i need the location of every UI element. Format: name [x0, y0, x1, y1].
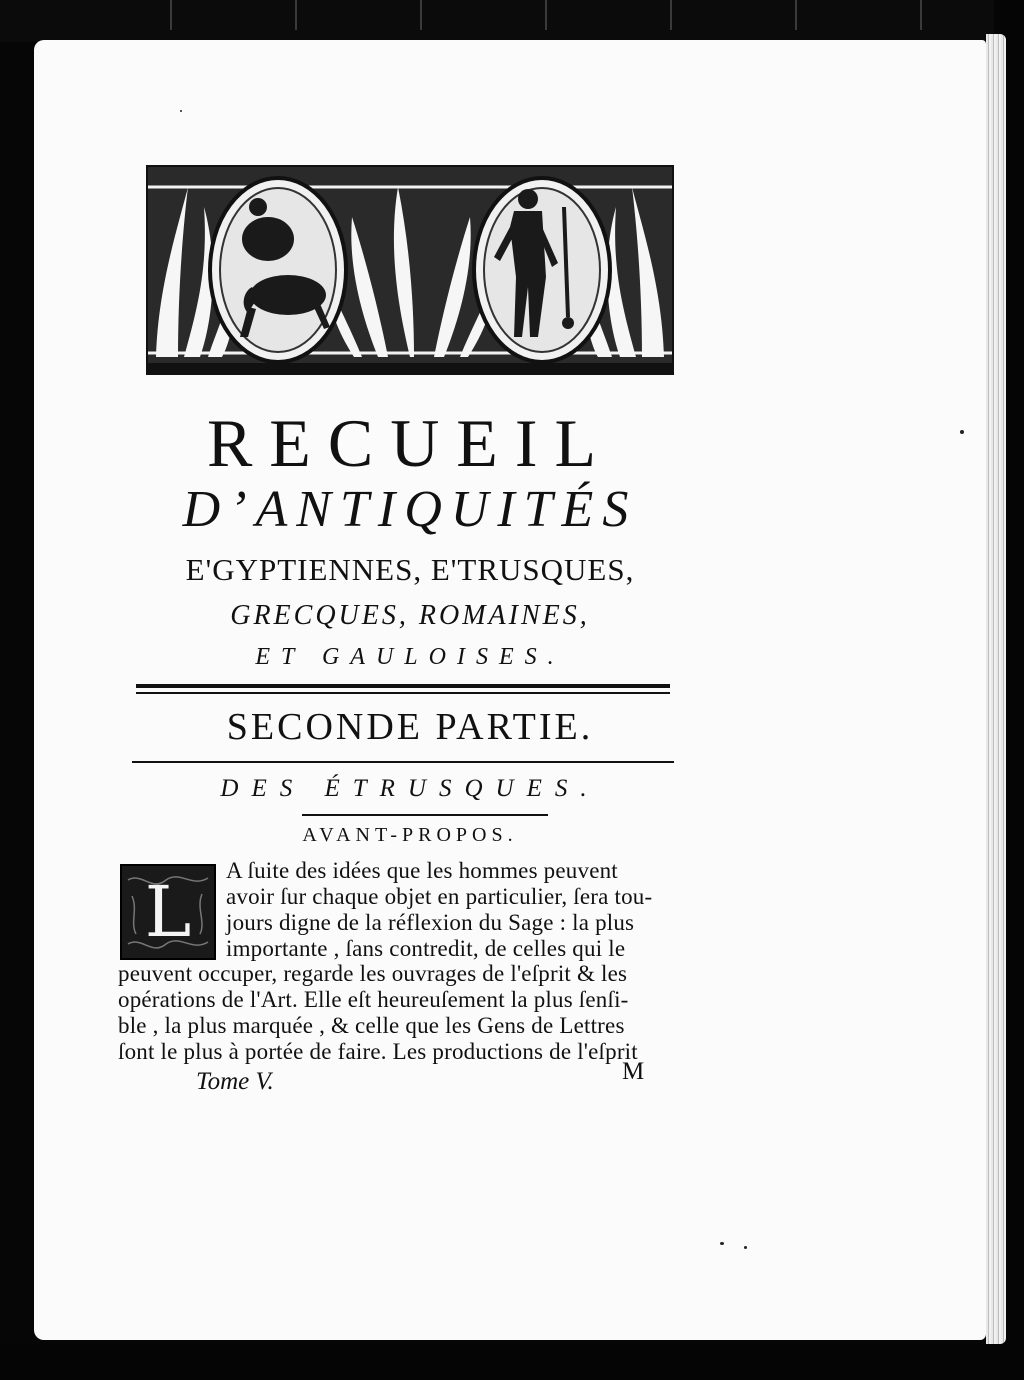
subject-heading: DES ÉTRUSQUES.	[220, 775, 600, 802]
paper-speck	[180, 110, 182, 112]
title-gauloises: ET GAULOISES.	[255, 644, 565, 670]
title-recueil: RECUEIL	[206, 405, 614, 481]
tome-label: Tome V.	[196, 1068, 274, 1095]
part-heading: SECONDE PARTIE.	[226, 706, 594, 748]
body-line: jours digne de la réflexion du Sage : la plus	[226, 910, 635, 935]
title-antiquites: D’ANTIQUITÉS	[182, 481, 638, 538]
paper-speck	[744, 1246, 747, 1249]
double-rule-bottom	[136, 692, 670, 694]
page-edges	[986, 34, 1006, 1344]
rule-under-subject	[302, 814, 548, 816]
body-line: avoir ſur chaque objet en particulier, ſera tou-	[226, 884, 653, 909]
body-line: A ſuite des idées que les hommes peuvent	[226, 858, 618, 883]
double-rule-top	[136, 684, 670, 688]
body-line: ble , la plus marquée , & celle que les Gens de Lettres	[118, 1013, 625, 1038]
drop-cap	[120, 864, 216, 960]
body-line: ſont le plus à portée de faire. Les productions de l'eſprit	[118, 1039, 638, 1064]
signature-mark: M	[622, 1058, 645, 1085]
paper-speck	[960, 430, 964, 434]
scanner-top-margin	[0, 0, 1024, 42]
body-line: opérations de l'Art. Elle eſt heureuſement la plus ſenſi-	[118, 987, 629, 1012]
title-egyptiennes: E'GYPTIENNES, E'TRUSQUES,	[185, 552, 635, 587]
body-line: importante , ſans contredit, de celles qui le	[226, 936, 626, 961]
title-grecques: GRECQUES, ROMAINES,	[230, 600, 590, 631]
avant-propos-heading: AVANT-PROPOS.	[302, 824, 518, 846]
scanner-bottom-margin	[0, 1344, 1024, 1380]
paper-speck	[720, 1242, 724, 1245]
drop-cap-letter: L	[144, 871, 192, 953]
rule-under-part	[132, 761, 674, 763]
body-line: peuvent occuper, regarde les ouvrages de l'eſprit & les	[118, 961, 628, 986]
headpiece-engraving-icon	[146, 165, 674, 375]
